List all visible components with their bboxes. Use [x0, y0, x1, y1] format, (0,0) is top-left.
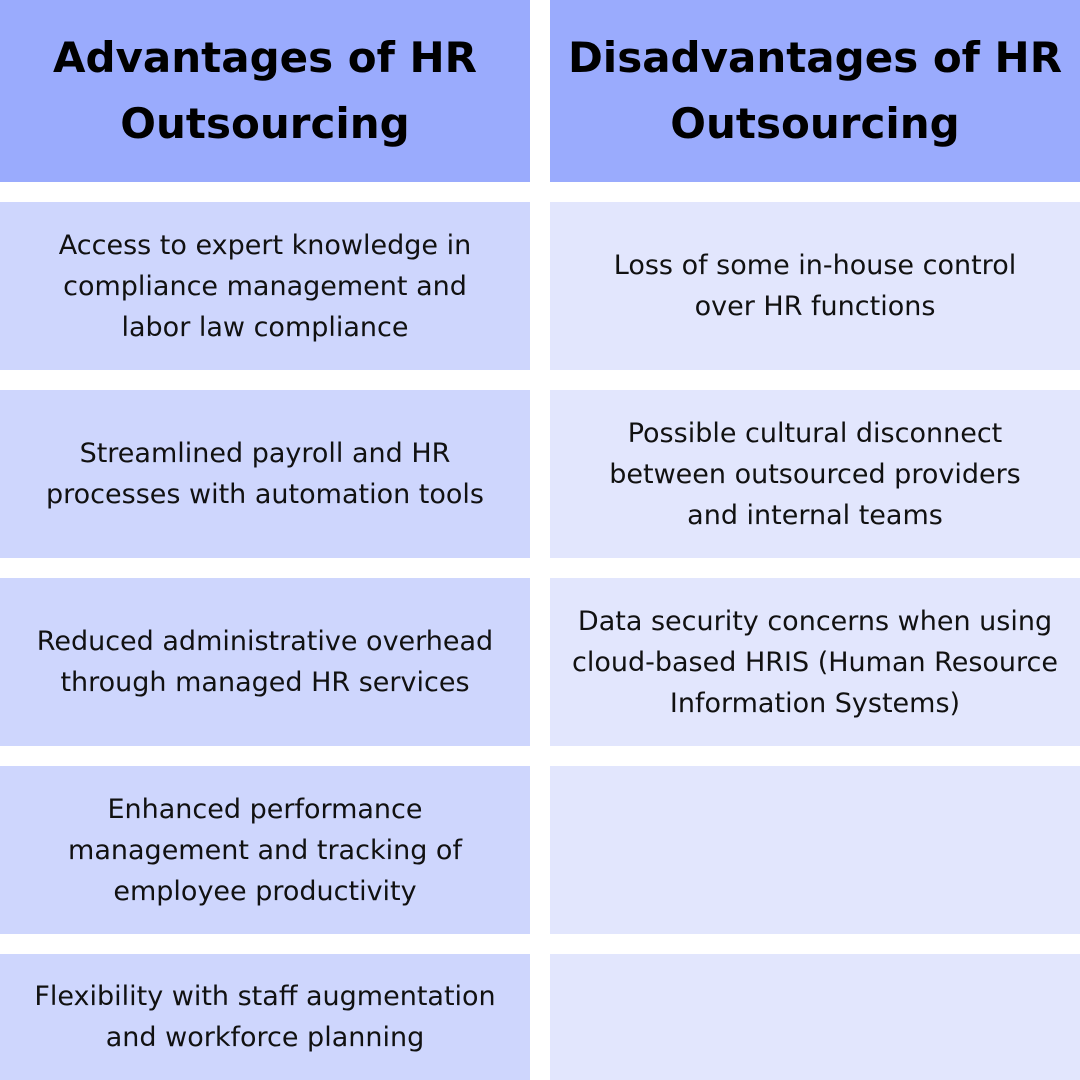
disadvantage-text: [803, 1017, 827, 1059]
disadvantage-text: Possible cultural disconnect between outsourced providers and internal teams: [609, 417, 1021, 531]
advantage-text: Enhanced performance management and tracking of employee productivity: [68, 793, 462, 907]
disadvantage-cell: [550, 390, 1080, 558]
advantage-cell: [0, 578, 530, 746]
advantage-cell: [0, 954, 530, 1080]
disadvantages-header-text: Disadvantages of HR Outsourcing: [567, 33, 1063, 148]
disadvantages-header: [550, 0, 1080, 182]
advantage-cell: [0, 766, 530, 934]
advantages-header-text: Advantages of HR Outsourcing: [52, 33, 478, 148]
advantage-text: Streamlined payroll and HR processes with automation tools: [46, 438, 484, 510]
disadvantage-cell: [550, 578, 1080, 746]
disadvantage-cell-empty: [550, 954, 1080, 1080]
disadvantage-cell-empty: [550, 766, 1080, 934]
advantage-text: Reduced administrative overhead through managed HR services: [36, 626, 494, 698]
advantage-cell: [0, 202, 530, 370]
advantage-cell: [0, 390, 530, 558]
disadvantage-text: Loss of some in-house control over HR functions: [613, 250, 1017, 322]
advantage-text: Flexibility with staff augmentation and workforce planning: [34, 981, 496, 1053]
advantage-text: Access to expert knowledge in compliance management and labor law compliance: [58, 229, 472, 343]
advantages-header: [0, 0, 530, 182]
disadvantage-cell: [550, 202, 1080, 370]
disadvantage-text: Data security concerns when using cloud-based HRIS (Human Resource Information Systems): [572, 605, 1058, 719]
